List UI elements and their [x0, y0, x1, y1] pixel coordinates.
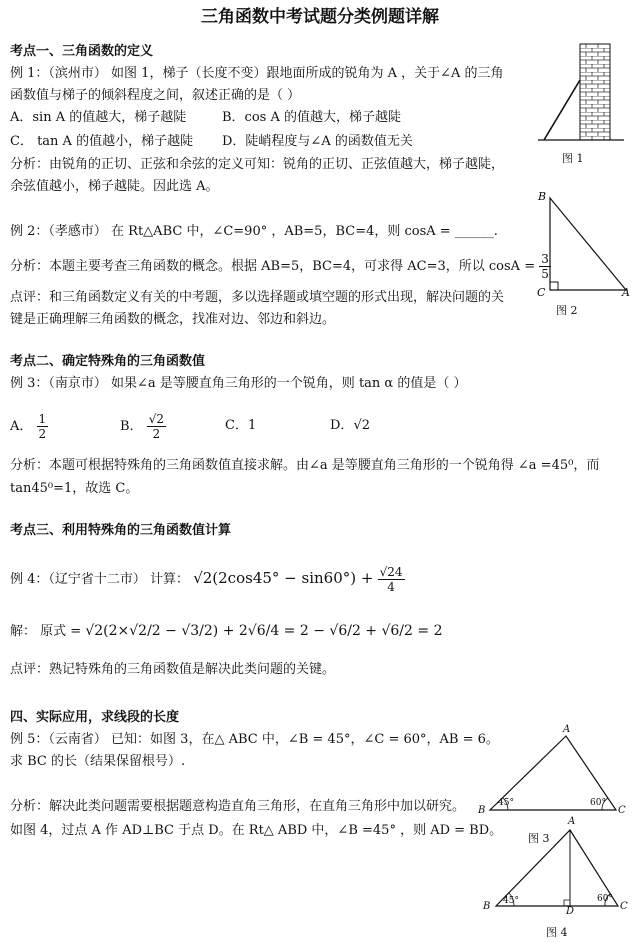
figure1-caption: 图 1 — [562, 152, 584, 165]
frac-numerator: 1 — [38, 412, 47, 426]
figure4-angle-45: 45° — [503, 896, 519, 906]
frac-numerator: √24 — [379, 565, 403, 579]
option-c: C． tan A 的值越小，梯子越陡 — [10, 134, 194, 149]
figure4-label-b: B — [483, 901, 491, 912]
fraction-root24-4 — [378, 565, 405, 594]
figure3-angle-45: 45° — [498, 798, 514, 808]
option-a-label: A． — [10, 419, 33, 434]
example4 — [10, 565, 405, 594]
review1-line2: 键是正确理解三角函数的概念，找准对边、邻边和斜边。 — [10, 312, 336, 327]
figure4-caption: 图 4 — [546, 926, 568, 939]
section1-heading: 考点一、三角函数的定义 — [10, 44, 154, 59]
figure3-label-a: A — [563, 724, 571, 735]
example1-line2: 函数值与梯子的倾斜程度之间，叙述正确的是（ ） — [10, 88, 301, 103]
option-b: B．cos A 的值越大，梯子越陡 — [222, 110, 401, 125]
example1-line1: 例 1：（滨州市） 如图 1，梯子（长度不变）跟地面所成的锐角为 A ，关于∠A 的三角 — [10, 66, 504, 81]
analysis3-line2: tan45⁰=1，故选 C。 — [10, 481, 139, 496]
figure3-caption: 图 3 — [528, 832, 550, 845]
section2-heading: 考点二、确定特殊角的三角函数值 — [10, 354, 206, 369]
figure4-angle-60: 60° — [597, 894, 613, 904]
page-title: 三角函数中考试题分类例题详解 — [201, 7, 439, 27]
figure2-triangle — [534, 190, 634, 300]
figure2-label-c: C — [537, 286, 546, 299]
analysis1-line2: 余弦值越小，梯子越陡。因此选 A。 — [10, 179, 219, 194]
example4-label: 例 4：（辽宁省十二市） 计算： — [10, 572, 190, 587]
figure4-label-a: A — [568, 816, 576, 827]
solution-expression: √2(2×√2/2 − √3/2) + 2√6/4 = 2 − √6/2 + √6/2 = 2 — [85, 623, 443, 639]
frac-denominator: 2 — [38, 427, 47, 441]
analysis5-line1: 分析：解决此类问题需要根据题意构造直角三角形，在直角三角形中加以研究。 — [10, 799, 466, 814]
example3: 例 3：（南京市） 如果∠a 是等腰直角三角形的一个锐角，则 tan α 的值是（ ） — [10, 376, 467, 391]
option-c: C．1 — [225, 418, 257, 433]
section4-heading: 四、实际应用，求线段的长度 — [10, 710, 180, 725]
solution-label: 解： 原式 = — [10, 624, 82, 639]
analysis2-text: 分析：本题主要考查三角函数的概念。根据 AB=5，BC=4，可求得 AC=3，所以 cosA = — [10, 259, 536, 274]
analysis5-line2: 如图 4，过点 A 作 AD⊥BC 于点 D。在 Rt△ ABD 中，∠B =45° ，则 AD = BD。 — [10, 823, 503, 838]
analysis2 — [10, 252, 551, 281]
example5-line2: 求 BC 的长（结果保留根号）. — [10, 754, 186, 769]
option-d-root — [330, 416, 370, 436]
analysis1-line1: 分析：由锐角的正切、正弦和余弦的定义可知：锐角的正切、正弦值越大，梯子越陡， — [10, 157, 505, 172]
figure3-label-c: C — [618, 805, 626, 816]
figure4-label-c: C — [620, 901, 628, 912]
option-b-label: B． — [120, 419, 143, 434]
frac-numerator: √2 — [148, 412, 164, 426]
frac-denominator: 5 — [541, 267, 549, 281]
review1-line1: 点评：和三角函数定义有关的中考题，多以选择题或填空题的形式出现，解决问题的关 — [10, 290, 505, 305]
frac-denominator: 4 — [387, 580, 395, 594]
fraction-root2-2 — [147, 412, 166, 441]
figure3-angle-60: 60° — [590, 798, 606, 808]
figure2-caption: 图 2 — [556, 304, 578, 317]
option-d-label: D． — [330, 418, 354, 433]
solution4 — [10, 621, 442, 642]
example5-line1: 例 5：（云南省） 已知：如图 3，在△ ABC 中，∠B = 45°，∠C = 60°，AB = 6。 — [10, 732, 499, 747]
option-d: D．陡峭程度与∠A 的函数值无关 — [222, 134, 413, 149]
fraction-1-2 — [37, 412, 49, 441]
figure1-ladder — [538, 40, 628, 148]
figure3-label-b: B — [478, 805, 486, 816]
analysis3-line1: 分析：本题可根据特殊角的三角函数值直接求解。由∠a 是等腰直角三角形的一个锐角得 ∠a =45⁰，而 — [10, 458, 600, 473]
option-d-value: √2 — [353, 418, 370, 433]
example4-expression: √2(2cos45° − sin60°) + — [193, 569, 374, 587]
frac-numerator: 3 — [541, 252, 549, 266]
option-b-frac — [120, 412, 166, 441]
figure2-label-a: A — [622, 286, 630, 299]
example2: 例 2：（孝感市） 在 Rt△ABC 中，∠C=90° ，AB=5，BC=4，则 cosA = ______. — [10, 224, 498, 239]
figure4-label-d: D — [566, 906, 575, 917]
figure2-label-b: B — [538, 190, 547, 203]
section3-heading: 考点三、利用特殊角的三角函数值计算 — [10, 523, 232, 538]
option-a: A．sin A 的值越大，梯子越陡 — [10, 110, 187, 125]
frac-denominator: 2 — [152, 427, 161, 441]
review3: 点评：熟记特殊角的三角函数值是解决此类问题的关键。 — [10, 662, 336, 677]
option-a-frac — [10, 412, 48, 441]
